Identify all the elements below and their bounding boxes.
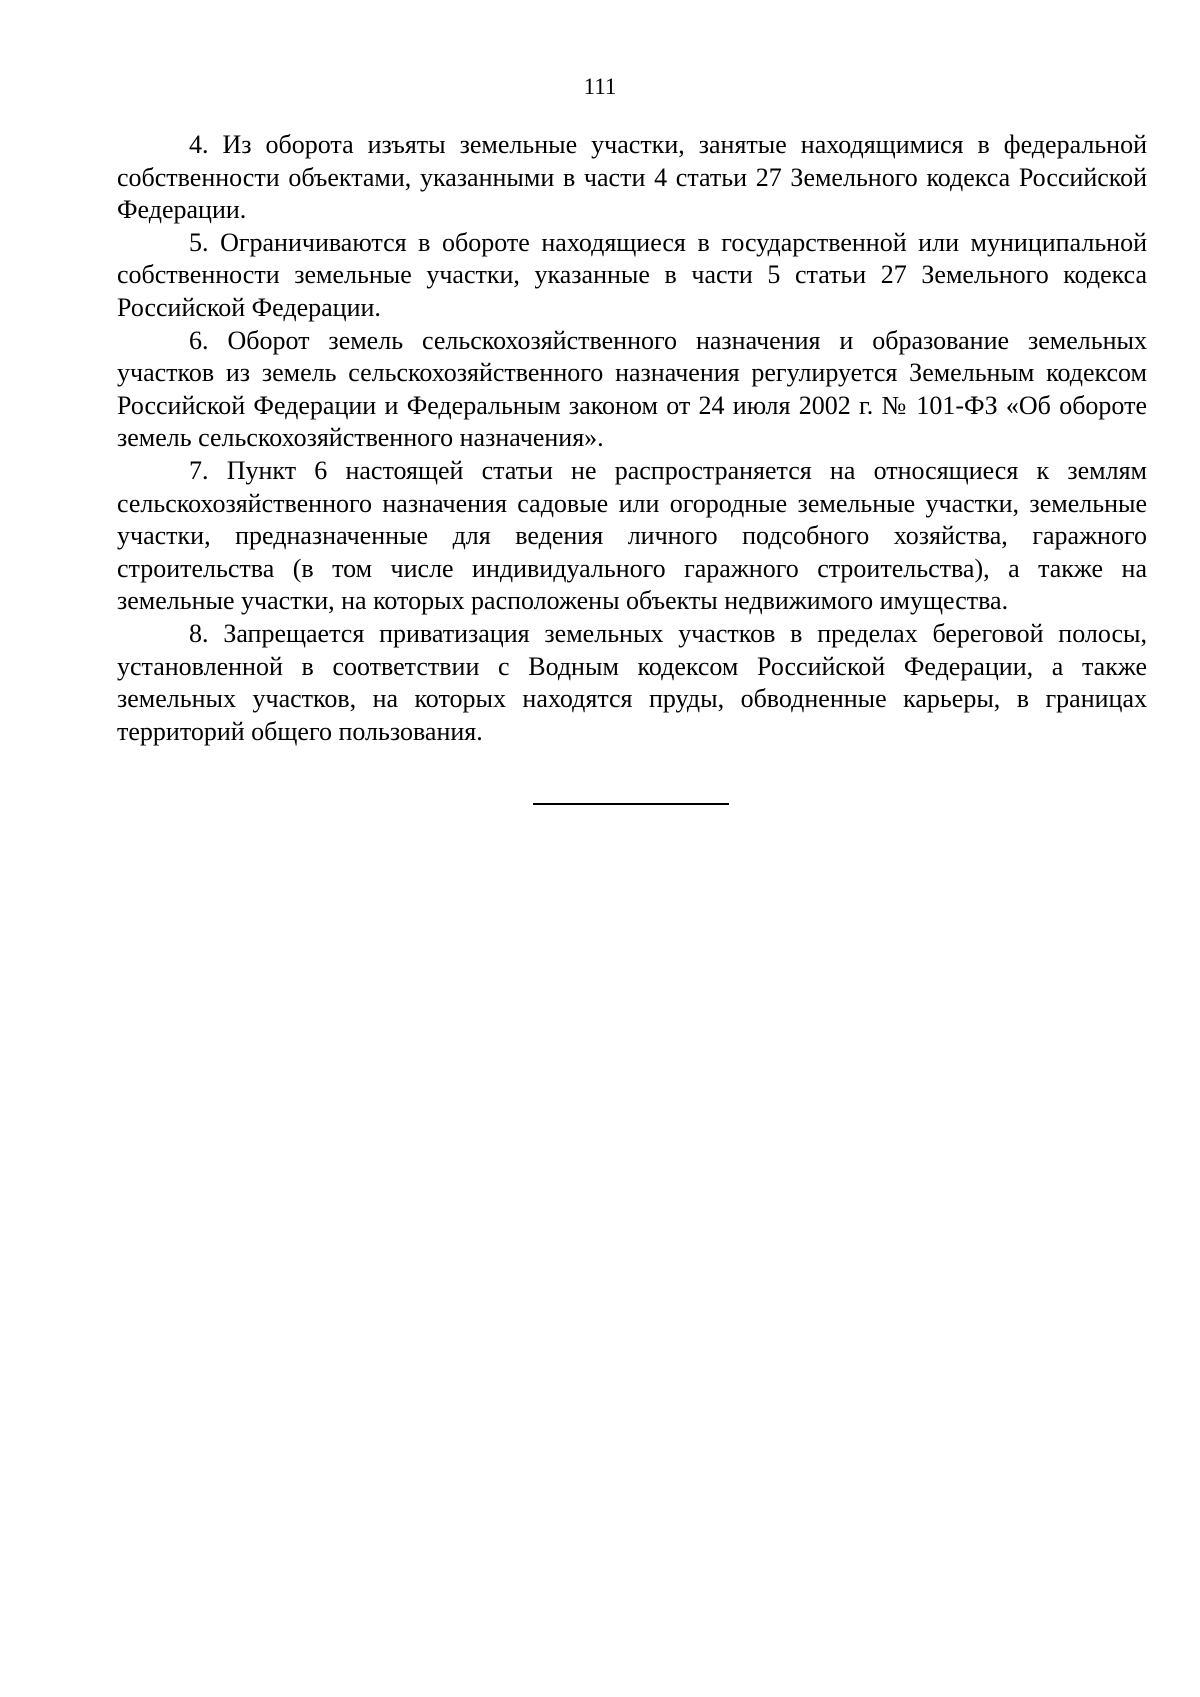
paragraph-item-4: 4. Из оборота изъяты земельные участки, занятые находящимися в федеральной собственности объектами, указанными в части 4 статьи 27 Земельного кодекса Российской Федерации.	[117, 130, 1147, 225]
page-number: 111	[583, 74, 617, 99]
paragraph-item-6: 6. Оборот земель сельскохозяйственного назначения и образование земельных участков из земель сельскохозяйственного назначения регулируется Земельным кодексом Российской Федерации и Федеральным законом от 24 июля 2002 г. № 101-ФЗ «Об обороте земель сельскохозяйственного назначения».	[117, 325, 1147, 453]
paragraph-item-5: 5. Ограничиваются в обороте находящиеся в государственной или муниципальной собственности земельные участки, указанные в части 5 статьи 27 Земельного кодекса Российской Федерации.	[117, 227, 1147, 322]
end-of-text-rule	[533, 803, 729, 805]
paragraph-item-7: 7. Пункт 6 настоящей статьи не распространяется на относящиеся к землям сельскохозяйственного назначения садовые или огородные земельные участки, земельные участки, предназначенные для ведения личного подсобного хозяйства, гаражного строительства (в том числе индивидуального гаражного строительства), а также на земельные участки, на которых расположены объекты недвижимого имущества.	[117, 455, 1147, 616]
document-body	[117, 129, 1147, 748]
paragraph-item-8: 8. Запрещается приватизация земельных участков в пределах береговой полосы, установленной в соответствии с Водным кодексом Российской Федерации, а также земельных участков, на которых находятся пруды, обводненные карьеры, в границах территорий общего пользования.	[117, 618, 1147, 746]
